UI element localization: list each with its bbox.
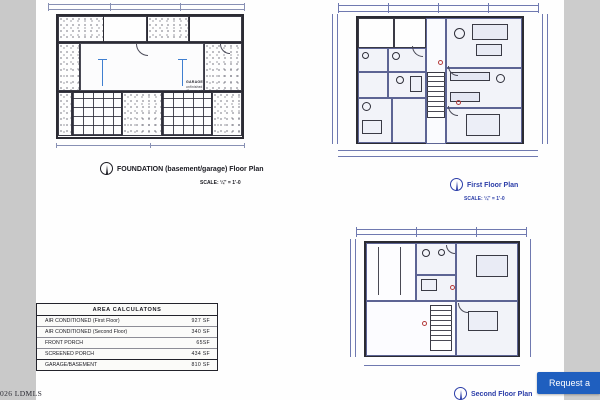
page-gutter-right	[564, 0, 600, 400]
area-table-row	[37, 349, 217, 360]
first-floor-plan-drawing	[326, 0, 556, 205]
area-row-value: 434 SF	[191, 351, 210, 357]
area-row-label: SCREENED PORCH	[45, 351, 95, 357]
area-row-value: 927 SF	[191, 318, 210, 324]
page-gutter-left	[0, 0, 36, 400]
foundation-plan-title: FOUNDATION (basement/garage) Floor Plan	[117, 166, 264, 173]
north-arrow-icon-first-floor	[450, 178, 463, 191]
area-table-row	[37, 360, 217, 370]
second-floor-plan-drawing	[326, 225, 556, 400]
foundation-plan-drawing	[40, 0, 264, 195]
area-row-value: 810 SF	[191, 362, 210, 368]
area-row-value: 340 SF	[191, 329, 210, 335]
area-row-label: FRONT PORCH	[45, 340, 83, 346]
request-info-button[interactable]: Request a	[537, 372, 600, 394]
first-floor-plan-title: First Floor Plan	[467, 182, 519, 189]
garage-label: GARAGE	[186, 80, 203, 84]
first-floor-plan-scale: SCALE: ¼" = 1'-0	[464, 196, 505, 202]
garage-sublabel-1: unfinished	[186, 85, 203, 89]
area-table-row	[37, 316, 217, 327]
area-row-value: 65SF	[196, 340, 210, 346]
area-table-row	[37, 338, 217, 349]
north-arrow-icon-second-floor	[454, 387, 467, 400]
area-calculations-table	[36, 303, 218, 371]
area-row-label: GARAGE/BASEMENT	[45, 362, 98, 368]
north-arrow-icon-foundation	[100, 162, 113, 175]
foundation-plan-scale: SCALE: ¼" = 1'-0	[200, 180, 241, 186]
second-floor-plan-title: Second Floor Plan	[471, 391, 533, 398]
mls-footer-text: 026 LDMLS	[0, 389, 43, 398]
plan-sheet	[36, 0, 564, 400]
area-row-label: AIR CONDITIONED (First Floor)	[45, 318, 120, 324]
area-row-label: AIR CONDITIONED (Second Floor)	[45, 329, 128, 335]
area-table-title: AREA CALCULATONS	[37, 304, 217, 316]
area-table-row	[37, 327, 217, 338]
